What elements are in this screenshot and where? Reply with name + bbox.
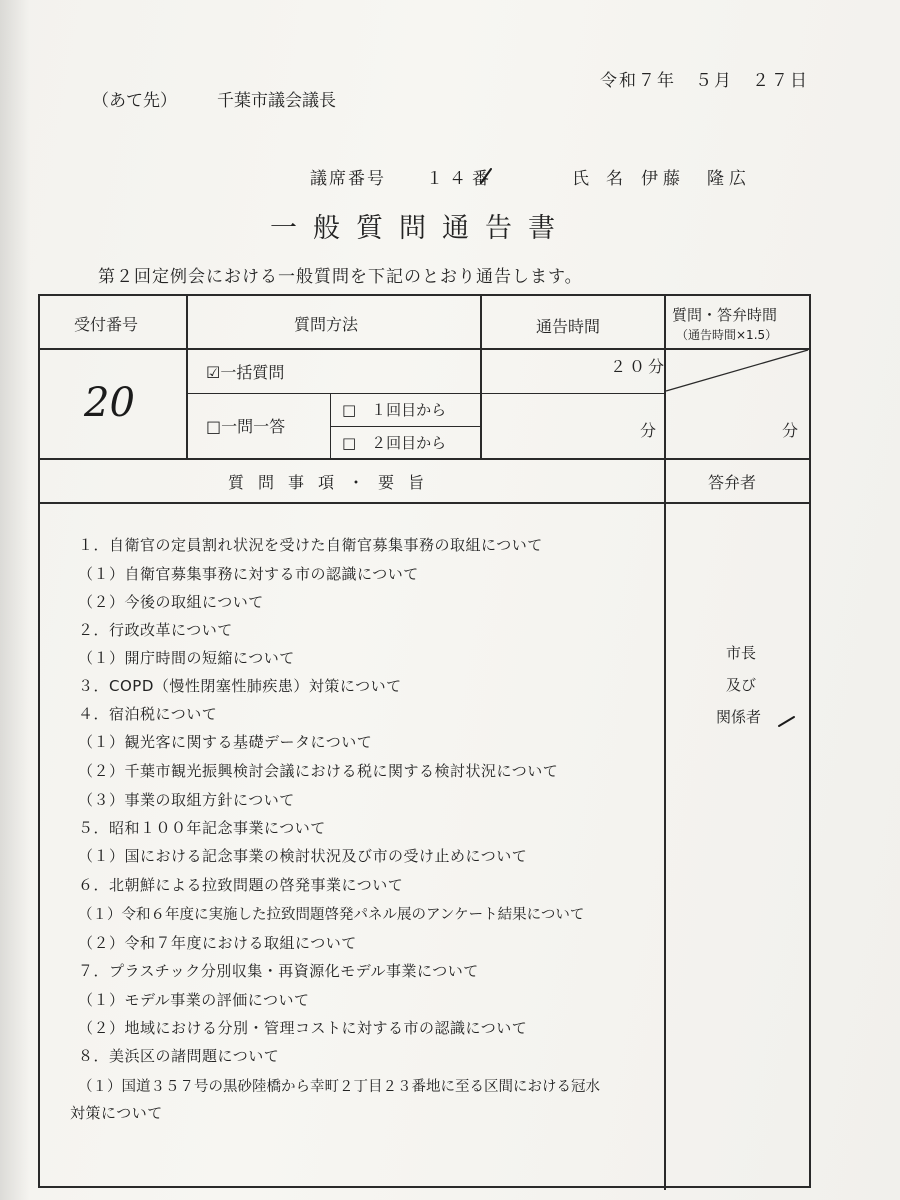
- item-5: ５．昭和１００年記念事業について: [78, 819, 326, 837]
- method-oneone-checkbox[interactable]: □一問一答: [206, 417, 286, 436]
- seat-label: 議席番号: [310, 169, 386, 189]
- row-divider: [40, 502, 810, 504]
- receipt-number: 20: [84, 380, 135, 426]
- col-divider: [186, 296, 188, 458]
- item-7-2: （２）地域における分別・管理コストに対する市の認識について: [78, 1019, 528, 1037]
- item-4-3: （３）事業の取組方針について: [78, 791, 295, 809]
- method-from-1-checkbox[interactable]: □ １回目から: [342, 401, 447, 419]
- notice-time-bulk: ２０分: [610, 357, 668, 376]
- item-7-1: （１）モデル事業の評価について: [78, 991, 310, 1009]
- notice-time-oneone: 分: [640, 421, 657, 440]
- name-label: 氏 名: [572, 169, 623, 189]
- row-divider: [330, 426, 480, 427]
- col-qa-time-header: 質問・答弁時間: [672, 306, 778, 324]
- respondent-line-3: 関係者: [716, 708, 762, 726]
- col-qa-time-note: （通告時間×1.5）: [676, 328, 778, 342]
- item-8-1-cont: 対策について: [70, 1104, 163, 1122]
- item-2-1: （１）開庁時間の短縮について: [78, 649, 295, 667]
- col-divider: [664, 296, 666, 1190]
- item-1-1: （１）自衛官募集事務に対する市の認識について: [78, 565, 419, 583]
- row-divider: [40, 458, 810, 460]
- item-4: ４．宿泊税について: [78, 705, 218, 723]
- respondent-header: 答弁者: [708, 473, 757, 492]
- col-divider: [330, 393, 331, 458]
- addressee-line: [92, 86, 336, 111]
- respondent-line-1: 市長: [726, 644, 757, 662]
- date: 令和７年 ５月 ２７日: [600, 71, 809, 91]
- page-edge-shadow: [0, 0, 30, 1200]
- item-5-1: （１）国における記念事業の検討状況及び市の受け止めについて: [78, 847, 528, 865]
- items-header: 質問事項・要旨: [228, 473, 439, 492]
- intro-text: 第２回定例会における一般質問を下記のとおり通告します。: [98, 267, 583, 287]
- respondent-line-2: 及び: [726, 676, 757, 694]
- item-6: ６．北朝鮮による拉致問題の啓発事業について: [78, 876, 404, 894]
- item-6-1: （１）令和６年度に実施した拉致問題啓発パネル展のアンケート結果について: [78, 907, 585, 923]
- member-name: 伊藤 隆広: [641, 169, 751, 189]
- row-divider: [186, 393, 480, 394]
- item-8: ８．美浜区の諸問題について: [78, 1047, 280, 1065]
- row-divider: [480, 393, 664, 394]
- item-2: ２．行政改革について: [78, 621, 233, 639]
- qa-time-oneone: 分: [782, 421, 799, 440]
- seat-number: １４: [426, 169, 472, 189]
- item-8-1: （１）国道３５７号の黒砂陸橋から幸町２丁目２３番地に至る区間における冠水: [78, 1079, 600, 1095]
- item-1-2: （２）今後の取組について: [78, 593, 264, 611]
- item-4-2: （２）千葉市観光振興検討会議における税に関する検討状況について: [78, 762, 559, 780]
- item-3: ３．COPD（慢性閉塞性肺疾患）対策について: [78, 677, 402, 695]
- method-from-2-checkbox[interactable]: □ ２回目から: [342, 434, 447, 452]
- tick-mark: [478, 166, 494, 186]
- col-method-header: 質問方法: [294, 315, 359, 334]
- addressee-label: （あて先）: [92, 91, 177, 111]
- addressee: 千葉市議会議長: [217, 91, 336, 111]
- item-4-1: （１）観光客に関する基礎データについて: [78, 733, 373, 751]
- tick-mark: [776, 712, 798, 730]
- item-6-2: （２）令和７年度における取組について: [78, 934, 357, 952]
- diagonal-strike: [664, 348, 810, 393]
- col-notice-time-header: 通告時間: [536, 317, 601, 336]
- name-line: [572, 164, 751, 189]
- seat-number-line: [310, 164, 491, 189]
- item-7: ７．プラスチック分別収集・再資源化モデル事業について: [78, 962, 479, 980]
- col-receipt-header: 受付番号: [74, 315, 139, 334]
- col-divider: [480, 296, 482, 458]
- document-title: 一般質問通告書: [270, 213, 571, 244]
- method-bulk-checkbox[interactable]: ☑一括質問: [206, 363, 285, 382]
- item-1: １．自衛官の定員割れ状況を受けた自衛官募集事務の取組について: [78, 536, 543, 554]
- seat-suffix: 番: [472, 169, 491, 189]
